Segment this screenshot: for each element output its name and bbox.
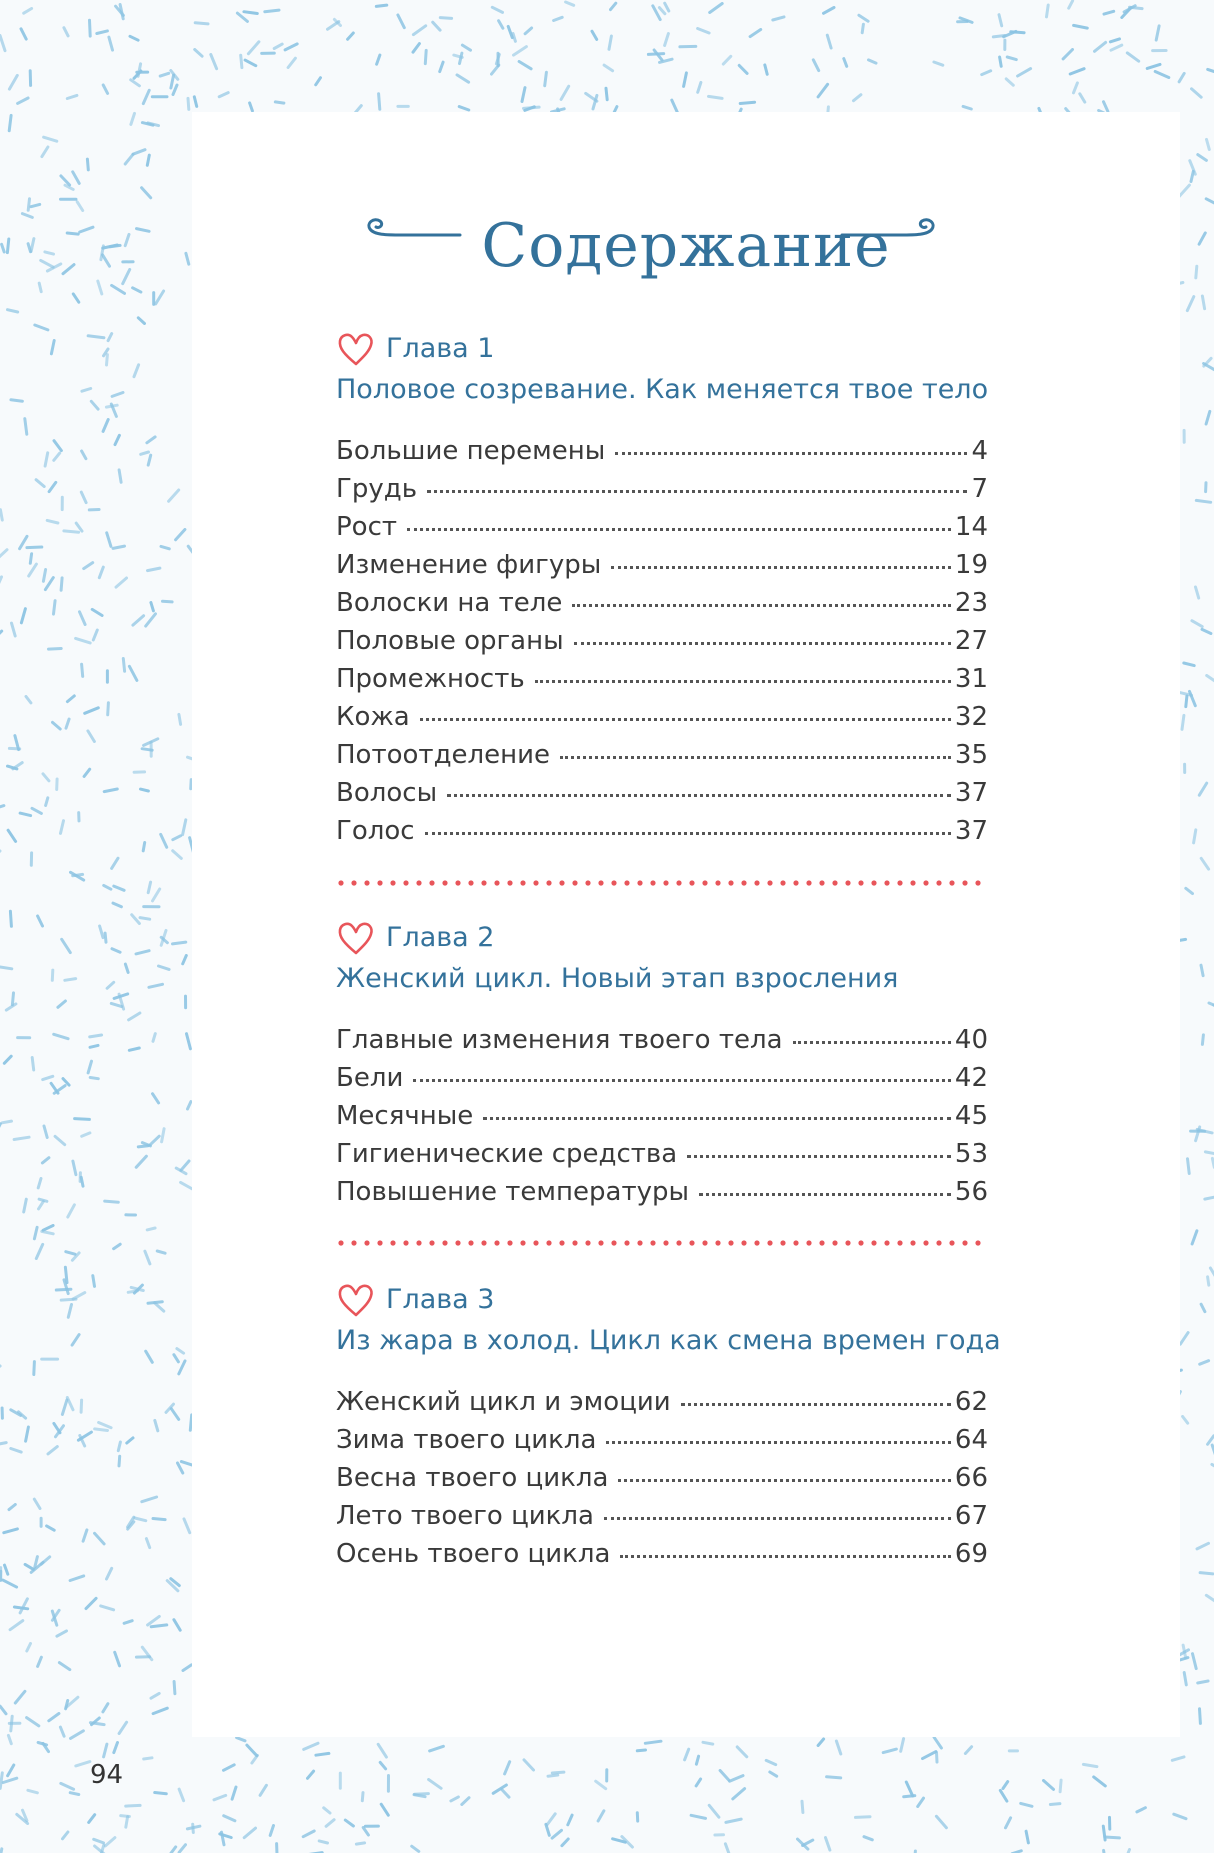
entry-title: Половые органы bbox=[336, 626, 564, 656]
entry-title: Лето твоего цикла bbox=[336, 1501, 594, 1531]
dot-leader bbox=[560, 756, 951, 759]
entry-title: Рост bbox=[336, 512, 398, 542]
entry-page: 4 bbox=[971, 436, 988, 466]
dot-leader bbox=[572, 604, 951, 607]
toc-entry[interactable] bbox=[336, 1059, 988, 1097]
chapter-label: Глава 2 bbox=[386, 922, 495, 953]
entry-title: Кожа bbox=[336, 702, 410, 732]
chapter-label: Глава 3 bbox=[386, 1284, 495, 1315]
toc-entry[interactable] bbox=[336, 1173, 988, 1211]
toc-entry[interactable] bbox=[336, 1135, 988, 1173]
dot-leader bbox=[535, 680, 951, 683]
entry-page: 23 bbox=[954, 588, 988, 618]
title-row bbox=[192, 205, 1180, 285]
toc-entry[interactable] bbox=[336, 622, 988, 660]
entry-title: Волоски на теле bbox=[336, 588, 563, 618]
chapter-3 bbox=[336, 1279, 1001, 1573]
entry-page: 35 bbox=[954, 740, 988, 770]
toc-entry[interactable] bbox=[336, 432, 988, 470]
entry-title: Бели bbox=[336, 1063, 404, 1093]
entry-title: Потоотделение bbox=[336, 740, 551, 770]
toc-entry[interactable] bbox=[336, 1021, 988, 1059]
toc-entry[interactable] bbox=[336, 1497, 988, 1535]
heart-icon bbox=[336, 1281, 376, 1321]
toc-entry[interactable] bbox=[336, 508, 988, 546]
entry-title: Осень твоего цикла bbox=[336, 1539, 611, 1569]
entry-page: 32 bbox=[954, 702, 988, 732]
toc-entry[interactable] bbox=[336, 774, 988, 812]
chapter-subtitle: Из жара в холод. Цикл как смена времен года bbox=[336, 1325, 1001, 1356]
toc-entry[interactable] bbox=[336, 1459, 988, 1497]
dot-leader bbox=[483, 1117, 951, 1120]
toc-entry[interactable] bbox=[336, 1383, 988, 1421]
chapter-label: Глава 1 bbox=[386, 333, 495, 364]
dot-leader bbox=[681, 1403, 951, 1406]
entry-title: Грудь bbox=[336, 474, 418, 504]
toc-list bbox=[336, 1383, 988, 1573]
toc-list bbox=[336, 1021, 988, 1211]
chapter-1 bbox=[336, 328, 988, 850]
chapter-subtitle: Половое созревание. Как меняется твое тело bbox=[336, 374, 989, 405]
entry-page: 53 bbox=[954, 1139, 988, 1169]
entry-page: 40 bbox=[954, 1025, 988, 1055]
page-number: 94 bbox=[90, 1760, 124, 1790]
entry-title: Большие перемены bbox=[336, 436, 606, 466]
entry-page: 69 bbox=[954, 1539, 988, 1569]
dot-leader bbox=[413, 1079, 951, 1082]
entry-title: Повышение температуры bbox=[336, 1177, 690, 1207]
entry-page: 37 bbox=[954, 778, 988, 808]
toc-entry[interactable] bbox=[336, 470, 988, 508]
entry-page: 27 bbox=[954, 626, 988, 656]
entry-title: Женский цикл и эмоции bbox=[336, 1387, 671, 1417]
entry-page: 37 bbox=[954, 816, 988, 846]
entry-title: Голос bbox=[336, 816, 415, 846]
entry-title: Зима твоего цикла bbox=[336, 1425, 597, 1455]
dot-leader bbox=[420, 718, 951, 721]
dot-leader bbox=[574, 642, 951, 645]
toc-entry[interactable] bbox=[336, 546, 988, 584]
toc-entry[interactable] bbox=[336, 736, 988, 774]
right-flourish-icon bbox=[840, 205, 940, 245]
heart-icon bbox=[336, 919, 376, 959]
entry-page: 67 bbox=[954, 1501, 988, 1531]
chapter-2-heading bbox=[336, 917, 988, 957]
dot-leader bbox=[427, 490, 967, 493]
entry-title: Месячные bbox=[336, 1101, 474, 1131]
chapter-subtitle: Женский цикл. Новый этап взросления bbox=[336, 963, 899, 994]
entry-title: Гигиенические средства bbox=[336, 1139, 678, 1169]
entry-page: 45 bbox=[954, 1101, 988, 1131]
dot-leader bbox=[687, 1155, 951, 1158]
heart-icon bbox=[336, 330, 376, 370]
entry-page: 66 bbox=[954, 1463, 988, 1493]
toc-entry[interactable] bbox=[336, 1097, 988, 1135]
chapter-3-heading bbox=[336, 1279, 988, 1319]
section-divider bbox=[338, 1240, 990, 1246]
entry-page: 31 bbox=[954, 664, 988, 694]
dot-leader bbox=[620, 1555, 951, 1558]
chapter-2 bbox=[336, 917, 988, 1211]
dot-leader bbox=[606, 1441, 950, 1444]
entry-page: 19 bbox=[954, 550, 988, 580]
dot-leader bbox=[618, 1479, 951, 1482]
entry-title: Главные изменения твоего тела bbox=[336, 1025, 783, 1055]
entry-title: Промежность bbox=[336, 664, 525, 694]
dot-leader bbox=[407, 528, 951, 531]
toc-entry[interactable] bbox=[336, 584, 988, 622]
toc-entry[interactable] bbox=[336, 812, 988, 850]
toc-entry[interactable] bbox=[336, 1535, 988, 1573]
entry-page: 62 bbox=[954, 1387, 988, 1417]
toc-entry[interactable] bbox=[336, 1421, 988, 1459]
page-title: Содержание bbox=[481, 211, 891, 281]
dot-leader bbox=[447, 794, 951, 797]
entry-title: Изменение фигуры bbox=[336, 550, 602, 580]
dot-leader bbox=[699, 1193, 951, 1196]
dot-leader bbox=[615, 452, 967, 455]
dot-leader bbox=[604, 1517, 951, 1520]
dot-leader bbox=[611, 566, 951, 569]
toc-entry[interactable] bbox=[336, 698, 988, 736]
toc-entry[interactable] bbox=[336, 660, 988, 698]
entry-page: 7 bbox=[971, 474, 988, 504]
entry-page: 14 bbox=[954, 512, 988, 542]
entry-page: 56 bbox=[954, 1177, 988, 1207]
dot-leader bbox=[425, 832, 951, 835]
dot-leader bbox=[793, 1041, 951, 1044]
entry-page: 64 bbox=[954, 1425, 988, 1455]
entry-title: Весна твоего цикла bbox=[336, 1463, 609, 1493]
chapter-1-heading bbox=[336, 328, 988, 368]
section-divider bbox=[338, 880, 990, 886]
entry-page: 42 bbox=[954, 1063, 988, 1093]
entry-title: Волосы bbox=[336, 778, 438, 808]
toc-list bbox=[336, 432, 988, 850]
